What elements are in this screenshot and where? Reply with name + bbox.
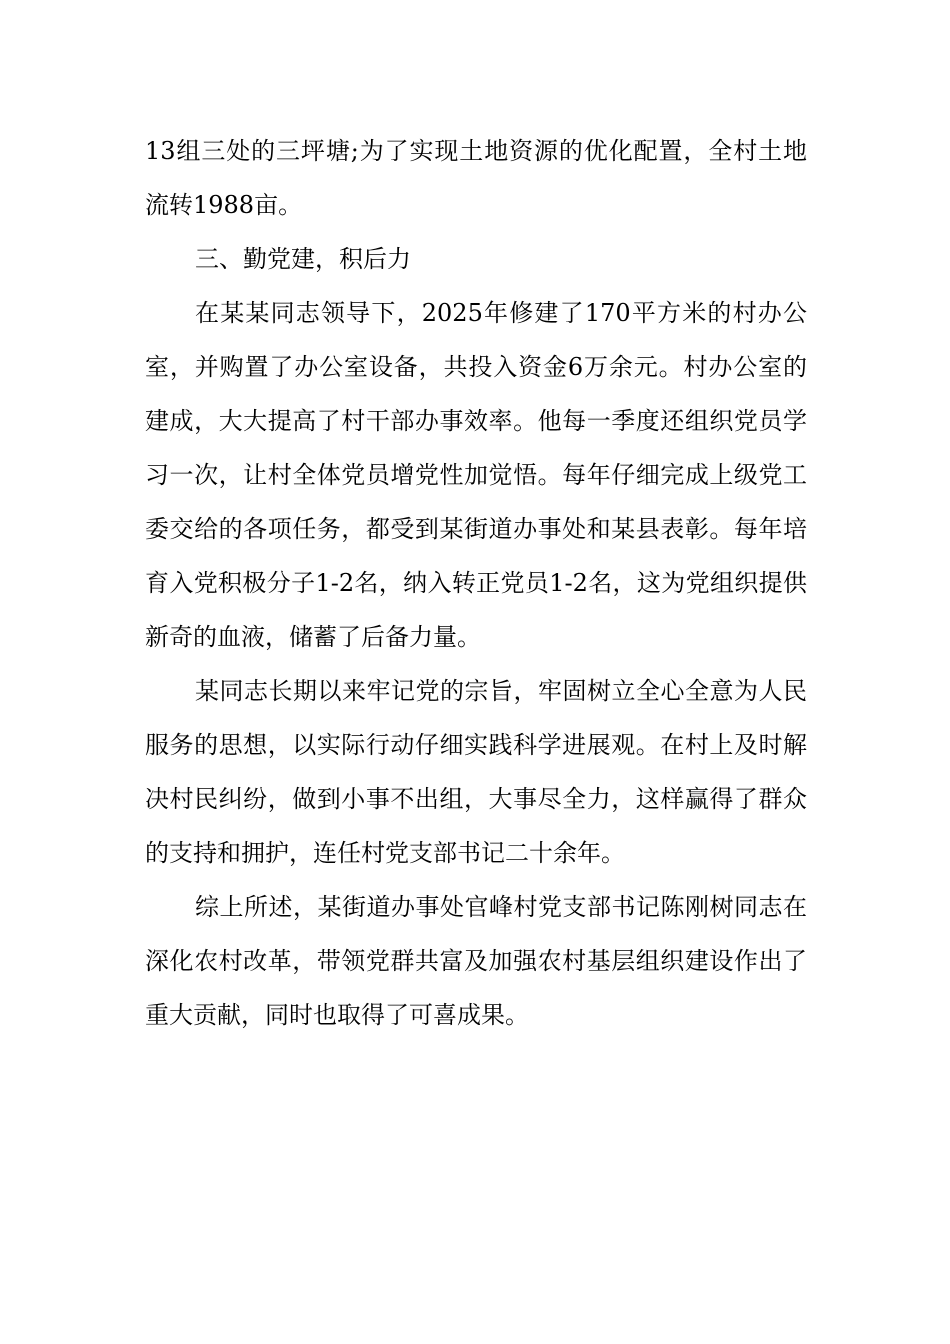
paragraph-continuation: 13组三处的三坪塘;为了实现土地资源的优化配置，全村土地流转1988亩。 <box>145 137 807 219</box>
paragraph-summary: 综上所述，某街道办事处官峰村党支部书记陈刚树同志在深化农村改革，带领党群共富及加强农村基层组织建设作出了重大贡献，同时也取得了可喜成果。 <box>145 893 807 1029</box>
paragraph-service: 某同志长期以来牢记党的宗旨，牢固树立全心全意为人民服务的思想，以实际行动仔细实践科学进展观。在村上及时解决村民纠纷，做到小事不出组，大事尽全力，这样赢得了群众的支持和拥护，连任村党支部书记二十余年。 <box>145 677 807 867</box>
document-body <box>145 124 807 1042</box>
section-heading: 三、勤党建，积后力 <box>195 245 411 273</box>
paragraph-party-building: 在某某同志领导下，2025年修建了170平方米的村办公室，并购置了办公室设备，共投入资金6万余元。村办公室的建成，大大提高了村干部办事效率。他每一季度还组织党员学习一次，让村全体党员增党性加觉悟。每年仔细完成上级党工委交给的各项任务，都受到某街道办事处和某县表彰。每年培育入党积极分子1-2名，纳入转正党员1-2名，这为党组织提供新奇的血液，储蓄了后备力量。 <box>145 299 807 651</box>
